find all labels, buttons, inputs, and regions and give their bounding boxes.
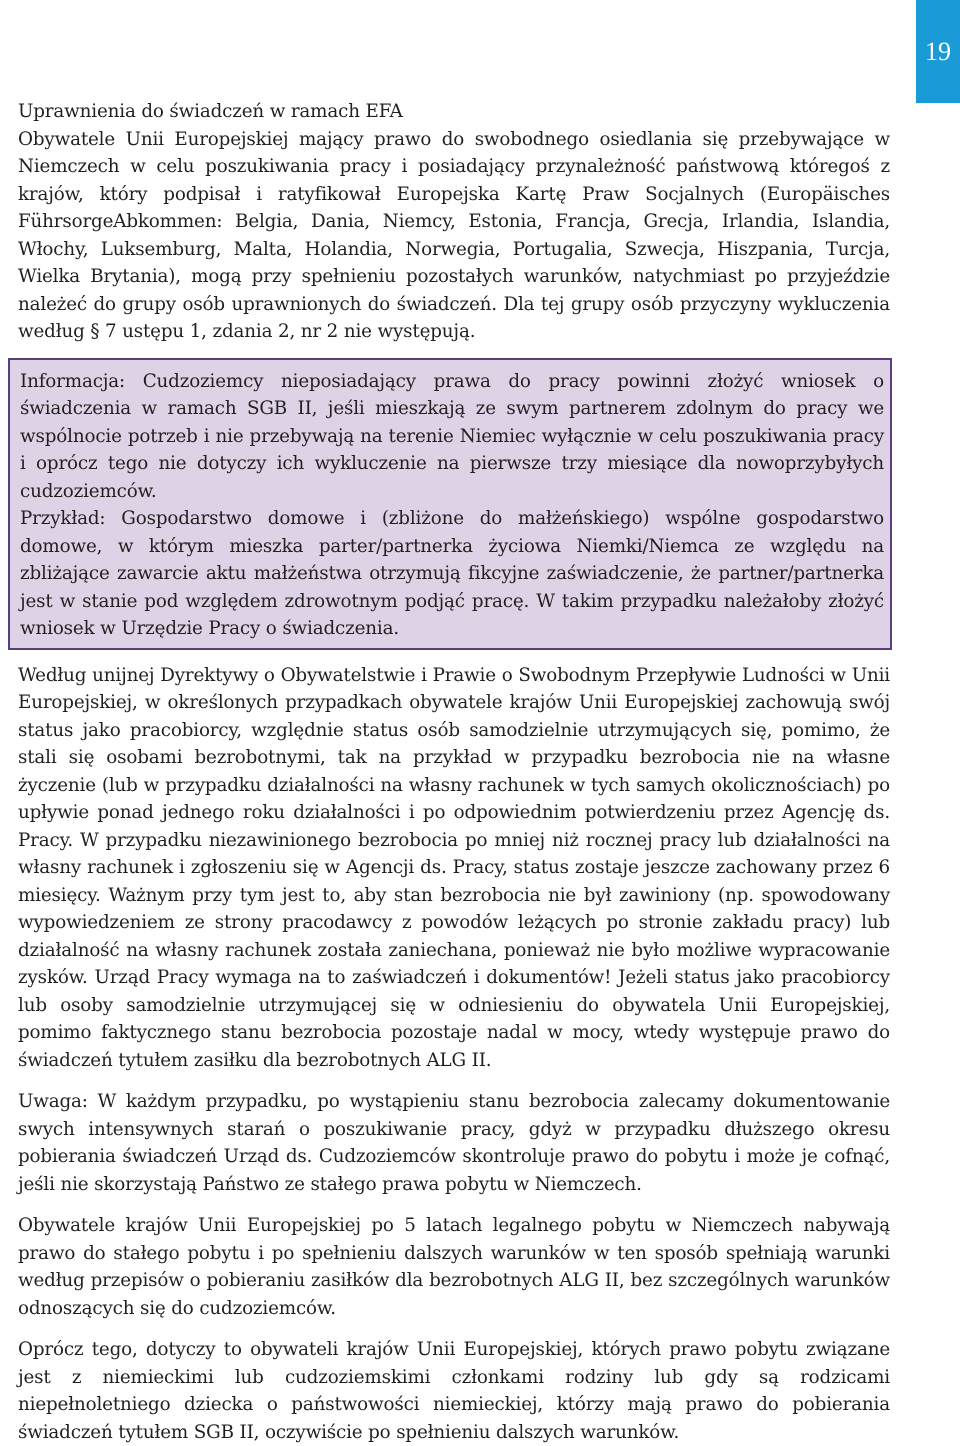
efa-section-paragraph: Obywatele Unii Europejskiej mający prawo do swobodnego osiedlania się przebywające w Niemczech w celu poszukiwania pracy i posiadający przynależność państwową któregoś z krajów, który podpisał i ratyfikował Europejska Kartę Praw Socjalnych (Europäisches FührsorgeAbkommen: Belgia, Dania, Niemcy, Estonia, Francja, Grecja, Irlandia, Islandia, Włochy, Luksemburg, Malta, Holandia, Norwegia, Portugalia, Szwecja, Hiszpania, Turcja, Wielka Brytania), mogą przy spełnieniu pozostałych warunków, natychmiast po przyjeździe należeć do grupy osób uprawnionych do świadczeń. Dla tej grupy osób przyczyny wykluczenia według § 7 ustępu 1, zdania 2, nr 2 nie występują. xyxy=(18,128,890,342)
document-body xyxy=(18,98,890,1446)
information-paragraph: Informacja: Cudzoziemcy nieposiadający prawa do pracy powinni złożyć wniosek o świadczenia w ramach SGB II, jeśli mieszkają ze swym partnerem zdolnym do pracy we wspólnocie potrzeb i nie przebywają na terenie Niemiec wyłącznie w celu poszukiwania pracy i oprócz tego nie dotyczy ich wykluczenie na pierwsze trzy miesiące dla nowoprzybyłych cudzoziemców. xyxy=(20,370,884,502)
page-number-badge: 19 xyxy=(916,0,960,103)
directive-paragraph: Według unijnej Dyrektywy o Obywatelstwie i Prawie o Swobodnym Przepływie Ludności w Unii Europejskiej, w określonych przypadkach obywatele krajów Unii Europejskiej zachowują swój status jako pracobiorcy, względnie status osób samodzielnie utrzymujących się, pomimo, że stali się osobami bezrobotnymi, tak na przykład w przypadku bezrobocia nie na własne życzenie (lub w przypadku działalności na własny rachunek w tych samych okolicznościach) po upływie ponad jednego roku działalności i po odpowiednim potwierdzeniu przez Agencję ds. Pracy. W przypadku niezawinionego bezrobocia po mniej niż rocznej pracy lub działalności na własny rachunek i zgłoszeniu się w Agencji ds. Pracy, status zostaje jeszcze zachowany przez 6 miesięcy. Ważnym przy tym jest to, aby stan bezrobocia nie był zawiniony (np. spowodowany wypowiedzeniem ze strony pracodawcy z powodów leżących po stronie zakładu pracy) lub działalność na własny rachunek została zaniechana, ponieważ nie było możliwe wypracowanie zysków. Urząd Pracy wymaga na to zaświadczeń i dokumentów! Jeżeli status jako pracobiorcy lub osoby samodzielnie utrzymującej się w odniesieniu do obywatela Unii Europejskiej, pomimo faktycznego stanu bezrobocia pozostaje nadal w mocy, wtedy występuje prawo do świadczeń tytułem zasiłku dla bezrobotnych ALG II. xyxy=(18,664,890,1071)
family-members-paragraph: Oprócz tego, dotyczy to obywateli krajów Unii Europejskiej, których prawo pobytu związane jest z niemieckimi lub cudzoziemskimi członkami rodziny lub gdy są rodzicami niepełnoletniego dziecka o państwowości niemieckiej, którzy mają prawo do pobierania świadczeń tytułem SGB II, oczywiście po spełnieniu dalszych warunków. xyxy=(18,1339,890,1443)
efa-section-title: Uprawnienia do świadczeń w ramach EFA xyxy=(18,101,403,122)
example-paragraph: Przykład: Gospodarstwo domowe i (zbliżone do małżeńskiego) wspólne gospodarstwo domowe, w którym mieszka parter/partnerka życiowa Niemki/Niemca ze względu na zbliżające zawarcie aktu małżeństwa otrzymują fikcyjne zaświadczenie, że partner/partnerka jest w stanie pod względem zdrowotnym podjąć pracę. W takim przypadku należałoby złożyć wniosek w Urzędzie Pracy o świadczenia. xyxy=(20,508,884,639)
note-paragraph: Uwaga: W każdym przypadku, po wystąpieniu stanu bezrobocia zalecamy dokumentowanie swych intensywnych starań o poszukiwanie pracy, gdyż w przypadku dłuższego okresu pobierania świadczeń Urząd ds. Cudzoziemców skontroluje prawo do pobytu i może je cofnąć, jeśli nie skorzystają Państwo ze stałego prawa pobytu w Niemczech. xyxy=(18,1091,890,1195)
permanent-residence-paragraph: Obywatele krajów Unii Europejskiej po 5 latach legalnego pobytu w Niemczech nabywają prawo do stałego pobytu i po spełnieniu dalszych warunków w ten sposób spełniają warunki według przepisów o pobieraniu zasiłków dla bezrobotnych ALG II, bez szczególnych warunków odnoszących się do cudzoziemców. xyxy=(18,1215,890,1319)
information-box xyxy=(8,358,892,650)
